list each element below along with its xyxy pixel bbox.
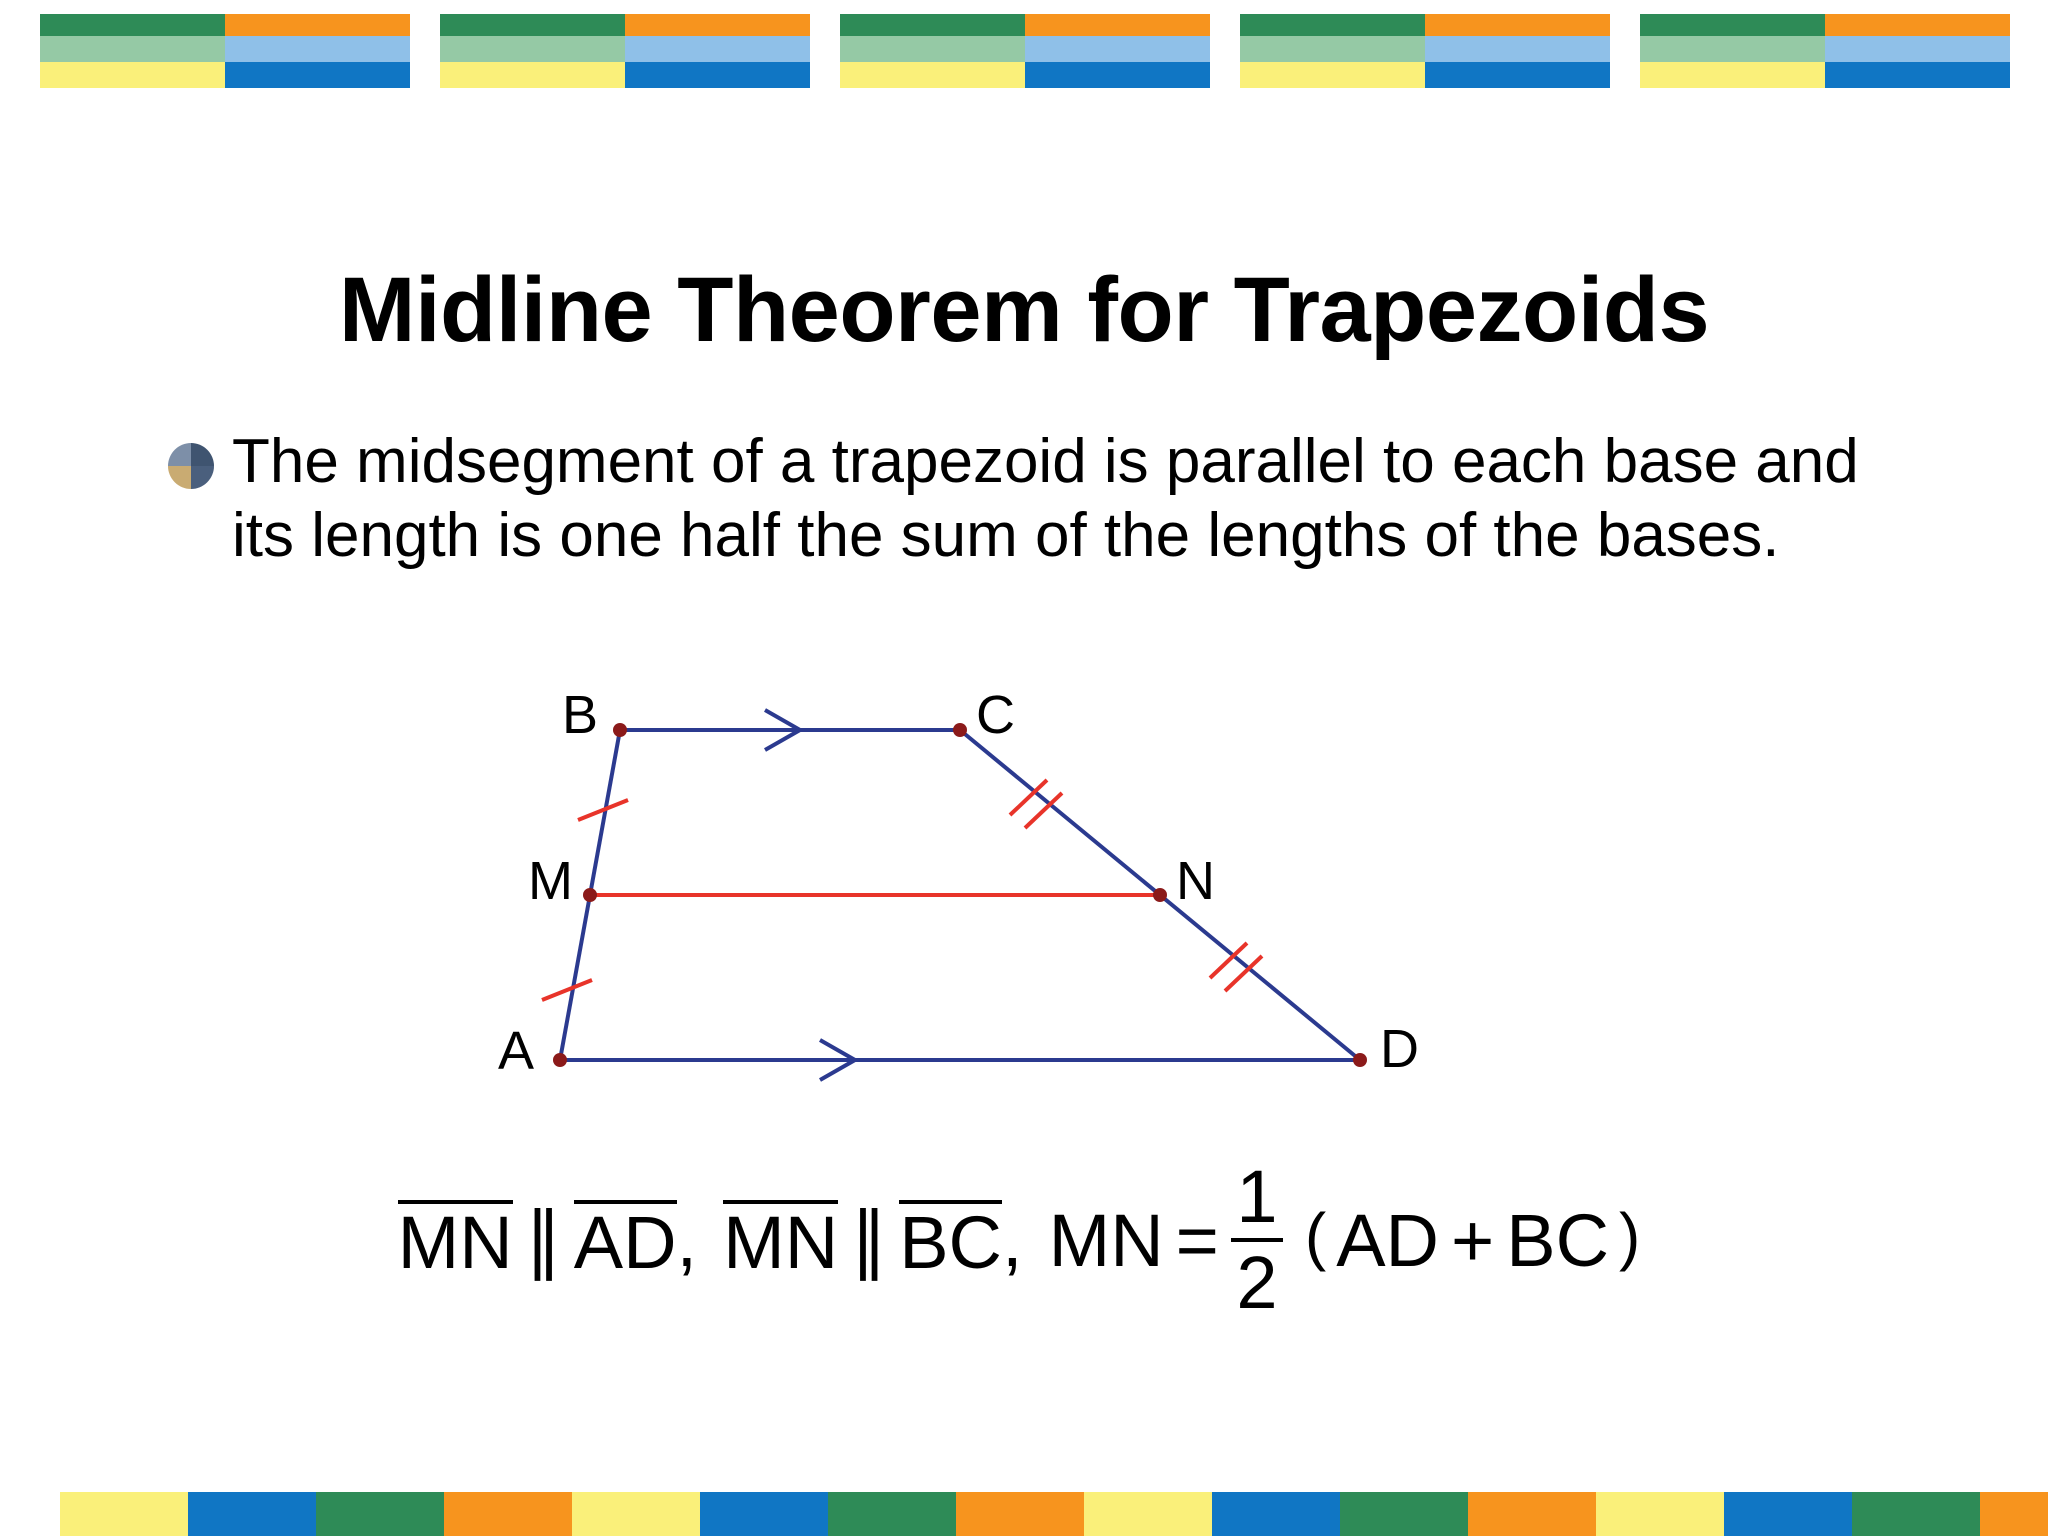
band-segment-yellow xyxy=(440,62,625,88)
band-segment-yellow xyxy=(840,62,1025,88)
label-A: A xyxy=(498,1021,535,1081)
band-segment-yellow xyxy=(1240,62,1425,88)
band-unit xyxy=(1852,1492,2048,1536)
formula-seg-BC: BC xyxy=(899,1201,1003,1284)
tick-mark-MA xyxy=(542,980,592,1000)
band-segment-green xyxy=(1240,14,1425,36)
formula-close-paren: ) xyxy=(1619,1200,1641,1272)
band-segment-yellow xyxy=(1640,62,1825,88)
label-N: N xyxy=(1176,851,1215,911)
band-unit xyxy=(828,1492,1084,1536)
band-segment-pale-green xyxy=(1640,36,1825,62)
bullet-item xyxy=(168,425,1928,573)
band-segment-green xyxy=(1640,14,1825,36)
formula-seg-MN-2: MN xyxy=(723,1201,839,1284)
formula-term-BC: BC xyxy=(1506,1198,1610,1282)
vertex-dot-A xyxy=(553,1053,567,1067)
tick-mark-ND-double xyxy=(1210,943,1262,991)
band-unit xyxy=(1084,1492,1340,1536)
fraction-denominator: 2 xyxy=(1236,1241,1278,1324)
band-segment-orange xyxy=(1025,14,1210,36)
band-segment-pale-green xyxy=(1240,36,1425,62)
vertex-dot-C xyxy=(953,723,967,737)
band-segment-pale-green xyxy=(40,36,225,62)
vertex-dot-D xyxy=(1353,1053,1367,1067)
band-segment-blue xyxy=(1025,62,1210,88)
formula-seg-MN-1: MN xyxy=(397,1201,513,1284)
formula-equals: = xyxy=(1175,1198,1219,1282)
bullet-text: The midsegment of a trapezoid is parallel to each base and its length is one half the sum of the lengths of the bases. xyxy=(232,427,1859,570)
label-D: D xyxy=(1380,1019,1419,1079)
band-segment-blue xyxy=(625,62,810,88)
tick-mark-CN-double xyxy=(1010,780,1062,828)
formula-parallel-1: ∥ xyxy=(524,1198,562,1281)
band-segment-green xyxy=(40,14,225,36)
band-unit xyxy=(40,14,410,88)
formula-plus: + xyxy=(1451,1198,1495,1282)
band-segment-blue xyxy=(225,62,410,88)
formula-fraction-one-half xyxy=(1231,1155,1283,1324)
band-segment-pale-blue xyxy=(1425,36,1610,62)
formula-comma-1: , xyxy=(676,1198,698,1282)
band-segment-pale-blue xyxy=(225,36,410,62)
band-unit xyxy=(572,1492,828,1536)
band-segment-orange xyxy=(1825,14,2010,36)
band-segment-pale-blue xyxy=(625,36,810,62)
band-segment-pale-green xyxy=(440,36,625,62)
band-unit xyxy=(840,14,1210,88)
band-unit xyxy=(60,1492,316,1536)
band-segment-blue xyxy=(1425,62,1610,88)
label-B: B xyxy=(562,685,599,745)
vertex-dot-B xyxy=(613,723,627,737)
band-unit xyxy=(316,1492,572,1536)
vertex-dot-M xyxy=(583,888,597,902)
band-segment-pale-green xyxy=(840,36,1025,62)
formula-lhs-MN: MN xyxy=(1048,1198,1164,1282)
band-segment-yellow xyxy=(40,62,225,88)
band-segment-orange xyxy=(225,14,410,36)
formula-comma-2: , xyxy=(1002,1198,1023,1282)
trapezoid-midsegment-diagram xyxy=(498,685,1580,1100)
page-title: Midline Theorem for Trapezoids xyxy=(338,258,1710,361)
formula-line xyxy=(0,1155,2048,1324)
vertex-dot-N xyxy=(1153,888,1167,902)
formula-parallel-2: ∥ xyxy=(850,1198,888,1281)
band-segment-green xyxy=(840,14,1025,36)
band-segment-orange xyxy=(1425,14,1610,36)
band-unit xyxy=(440,14,810,88)
band-unit xyxy=(1240,14,1610,88)
formula-term-AD: AD xyxy=(1336,1198,1440,1282)
band-segment-blue xyxy=(1825,62,2010,88)
bottom-decorative-band xyxy=(0,1492,2048,1536)
label-C: C xyxy=(976,685,1015,745)
formula-open-paren: ( xyxy=(1304,1200,1327,1272)
label-M: M xyxy=(528,851,573,911)
bullet-marker-icon xyxy=(168,443,214,489)
band-segment-pale-blue xyxy=(1825,36,2010,62)
band-segment-orange xyxy=(625,14,810,36)
fraction-numerator: 1 xyxy=(1236,1155,1278,1238)
band-segment-pale-blue xyxy=(1025,36,1210,62)
formula-seg-AD: AD xyxy=(573,1201,677,1284)
top-decorative-band xyxy=(0,0,2048,96)
band-unit xyxy=(1340,1492,1596,1536)
band-segment-green xyxy=(440,14,625,36)
band-unit xyxy=(1640,14,2010,88)
band-unit xyxy=(1596,1492,1852,1536)
